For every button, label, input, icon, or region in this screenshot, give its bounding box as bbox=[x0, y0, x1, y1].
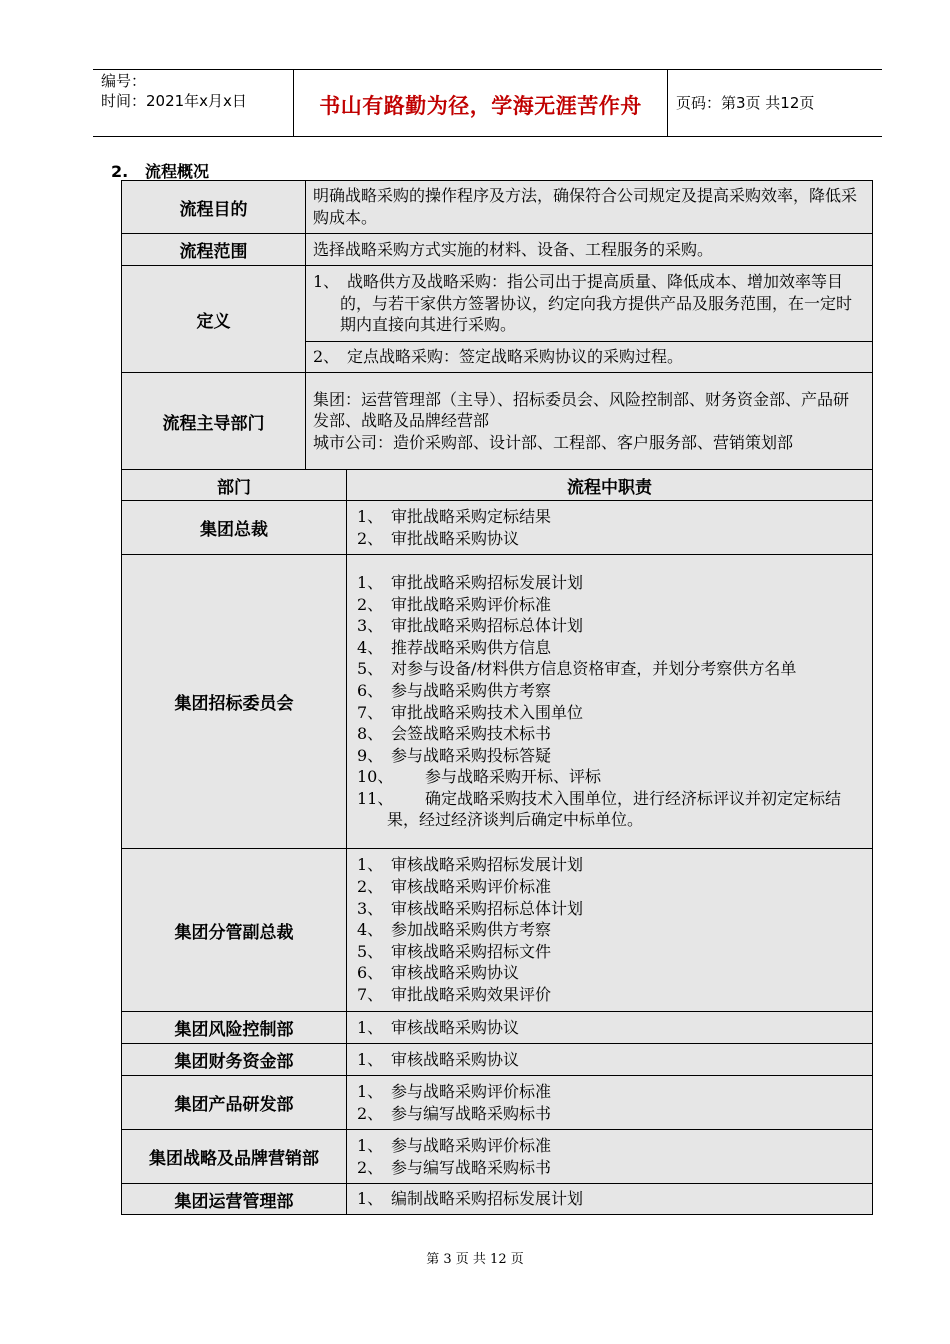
page-footer: 第 3 页 共 12 页 bbox=[426, 1252, 524, 1267]
header-top-rule bbox=[93, 69, 882, 70]
list-item: 7、 审批战略采购技术入围单位 bbox=[357, 702, 584, 722]
process-overview-table bbox=[121, 180, 873, 470]
list-item: 11、 确定战略采购技术入围单位，进行经济标评议并初定定标结果，经过经济谈判后确定中标单位。 bbox=[357, 788, 842, 830]
lead-department-text bbox=[306, 373, 873, 470]
header-motto: 书山有路勤为径，学海无涯苦作舟 bbox=[319, 94, 642, 118]
list-item: 6、 参与战略采购供方考察 bbox=[357, 680, 552, 700]
definition-item: 2、 定点战略采购：签定战略采购协议的采购过程。 bbox=[306, 342, 873, 373]
scope-label: 流程范围 bbox=[122, 234, 306, 266]
duties-header-row bbox=[122, 470, 873, 501]
table-row bbox=[122, 1076, 873, 1130]
document-time: 时间：2021年x月x日 bbox=[101, 92, 247, 110]
definition-row-1 bbox=[122, 266, 873, 342]
list-item: 6、 审核战略采购协议 bbox=[357, 963, 520, 983]
list-item: 2、 审批战略采购协议 bbox=[357, 528, 520, 548]
list-item: 4、 参加战略采购供方考察 bbox=[357, 920, 552, 940]
list-item: 2、 参与编写战略采购标书 bbox=[357, 1103, 552, 1123]
list-item: 1、 审核战略采购协议 bbox=[357, 1049, 520, 1069]
purpose-row bbox=[122, 181, 873, 234]
table-row bbox=[122, 1130, 873, 1184]
section-title-text: 流程概况 bbox=[145, 162, 210, 181]
header-bottom-rule bbox=[93, 136, 882, 137]
list-item: 2、 参与编写战略采购标书 bbox=[357, 1157, 552, 1177]
list-item: 4、 推荐战略采购供方信息 bbox=[357, 637, 552, 657]
department-name: 集团分管副总裁 bbox=[122, 849, 347, 1012]
department-name: 集团招标委员会 bbox=[122, 555, 347, 849]
table-row bbox=[122, 849, 873, 1012]
scope-text: 选择战略采购方式实施的材料、设备、工程服务的采购。 bbox=[306, 234, 873, 266]
header-page-info: 页码：第3页 共12页 bbox=[676, 94, 815, 112]
table-row bbox=[122, 501, 873, 555]
department-name: 集团产品研发部 bbox=[122, 1076, 347, 1130]
header-divider-right bbox=[667, 69, 668, 136]
lead-department-row bbox=[122, 373, 873, 470]
list-item: 1、 编制战略采购招标发展计划 bbox=[357, 1189, 584, 1209]
section-title bbox=[111, 159, 209, 182]
list-item: 3、 审核战略采购招标总体计划 bbox=[357, 898, 584, 918]
definition-item: 1、 战略供方及战略采购：指公司出于提高质量、降低成本、增加效率等目的，与若干家供方签署协议，约定向我方提供产品及服务范围，在一定时期内直接向其进行采购。 bbox=[306, 266, 873, 342]
column-header-department: 部门 bbox=[122, 470, 347, 501]
list-item: 5、 对参与设备/材料供方信息资格审查，并划分考察供方名单 bbox=[357, 659, 797, 679]
department-name: 集团战略及品牌营销部 bbox=[122, 1130, 347, 1184]
purpose-text: 明确战略采购的操作程序及方法，确保符合公司规定及提高采购效率，降低采购成本。 bbox=[306, 181, 873, 234]
column-header-duties: 流程中职责 bbox=[347, 470, 873, 501]
list-item: 2、 审批战略采购评价标准 bbox=[357, 594, 552, 614]
duty-list bbox=[347, 1130, 873, 1184]
table-row bbox=[122, 1044, 873, 1076]
duty-list bbox=[347, 1044, 873, 1076]
table-row bbox=[122, 1184, 873, 1215]
lead-department-label: 流程主导部门 bbox=[122, 373, 306, 470]
definition-label: 定义 bbox=[122, 266, 306, 373]
lead-city-line: 城市公司：造价采购部、设计部、工程部、客户服务部、营销策划部 bbox=[313, 432, 794, 452]
duty-list bbox=[347, 1184, 873, 1215]
list-item: 9、 参与战略采购投标答疑 bbox=[357, 745, 552, 765]
list-item: 1、 审核战略采购协议 bbox=[357, 1017, 520, 1037]
duty-list bbox=[347, 1076, 873, 1130]
duty-list bbox=[347, 555, 873, 849]
department-name: 集团运营管理部 bbox=[122, 1184, 347, 1215]
list-item: 1、 参与战略采购评价标准 bbox=[357, 1081, 552, 1101]
header-meta bbox=[101, 71, 247, 111]
department-name: 集团总裁 bbox=[122, 501, 347, 555]
list-item: 7、 审批战略采购效果评价 bbox=[357, 984, 552, 1004]
duty-list bbox=[347, 849, 873, 1012]
list-item: 1、 参与战略采购评价标准 bbox=[357, 1135, 552, 1155]
department-name: 集团风险控制部 bbox=[122, 1012, 347, 1044]
duty-list bbox=[347, 501, 873, 555]
scope-row bbox=[122, 234, 873, 266]
section-number: 2. bbox=[111, 162, 129, 181]
department-duties-table bbox=[121, 469, 873, 1215]
list-item: 5、 审核战略采购招标文件 bbox=[357, 941, 552, 961]
document-number-label: 编号： bbox=[101, 72, 147, 90]
list-item: 2、 审核战略采购评价标准 bbox=[357, 877, 552, 897]
list-item: 1、 审批战略采购招标发展计划 bbox=[357, 572, 584, 592]
table-row bbox=[122, 1012, 873, 1044]
list-item: 10、 参与战略采购开标、评标 bbox=[357, 767, 602, 787]
department-name: 集团财务资金部 bbox=[122, 1044, 347, 1076]
table-row bbox=[122, 555, 873, 849]
list-item: 1、 审核战略采购招标发展计划 bbox=[357, 855, 584, 875]
duty-list bbox=[347, 1012, 873, 1044]
list-item: 3、 审批战略采购招标总体计划 bbox=[357, 616, 584, 636]
list-item: 1、 审批战略采购定标结果 bbox=[357, 506, 552, 526]
purpose-label: 流程目的 bbox=[122, 181, 306, 234]
lead-group-line: 集团：运营管理部（主导）、招标委员会、风险控制部、财务资金部、产品研发部、战略及品牌经营部 bbox=[313, 389, 850, 431]
list-item: 8、 会签战略采购技术标书 bbox=[357, 724, 552, 744]
